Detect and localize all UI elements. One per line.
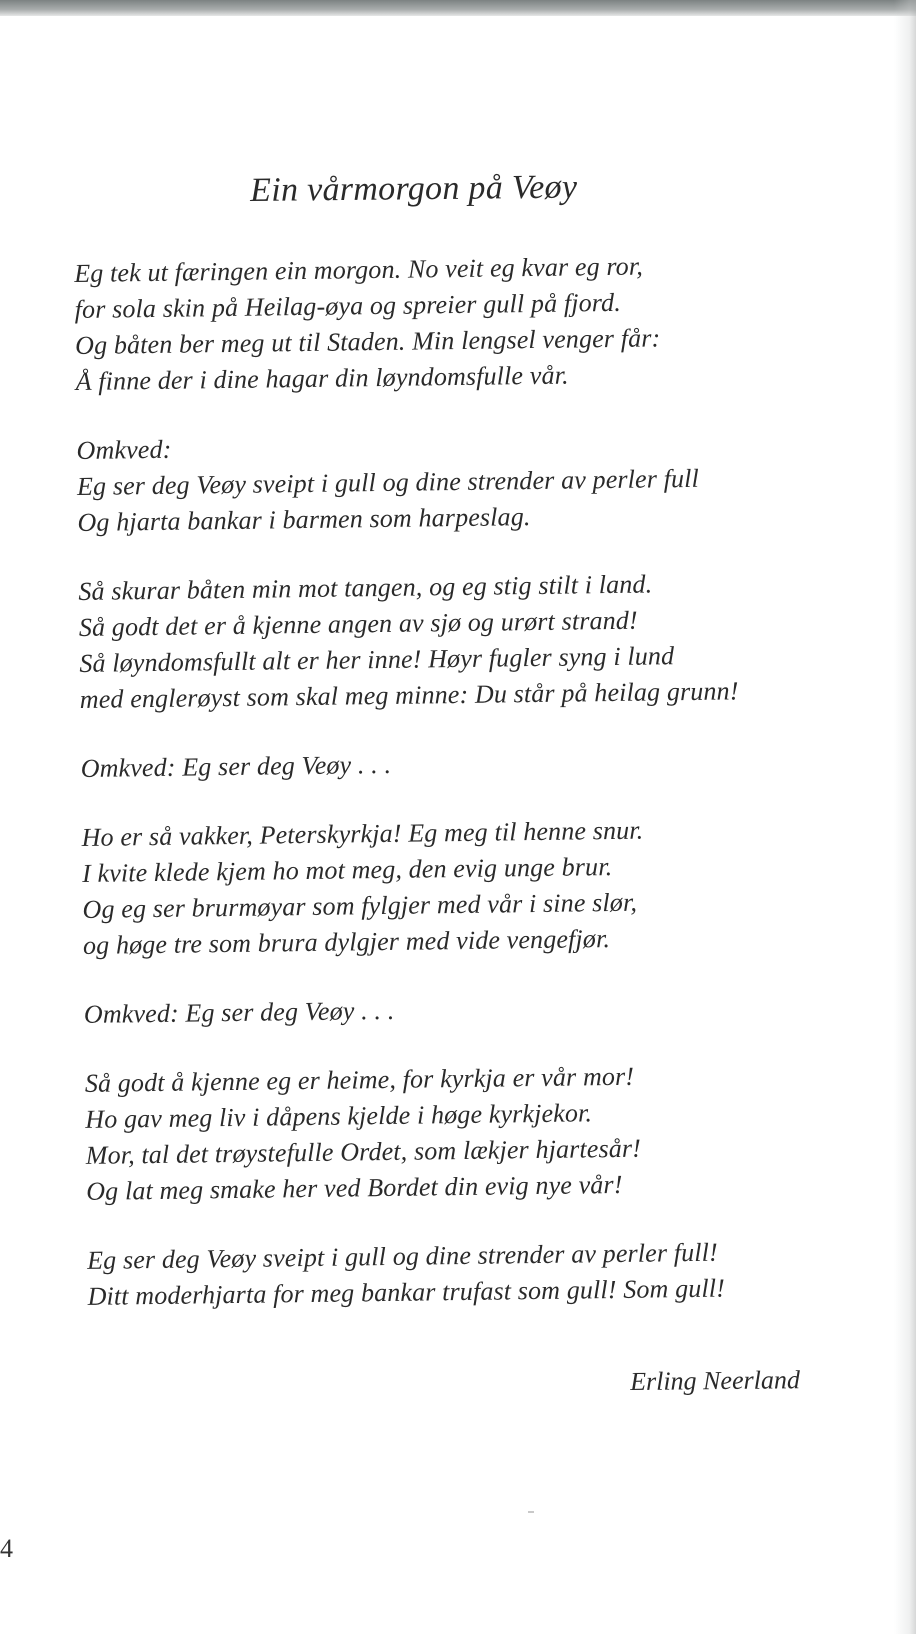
refrain-line: Omkved: Eg ser deg Veøy . . . bbox=[80, 749, 392, 783]
poem-line: Eg ser deg Veøy sveipt i gull og dine strender av perler full! bbox=[86, 1237, 719, 1275]
poem-body bbox=[74, 246, 888, 1348]
poem-line: Å finne der i dine hagar din løyndomsfulle vår. bbox=[75, 360, 569, 396]
poem-line: med englerøyst som skal meg minne: Du står på heilag grunn! bbox=[79, 676, 739, 714]
refrain-3 bbox=[84, 986, 884, 1032]
poem-line: Ho er så vakker, Peterskyrkja! Eg meg til henne snur. bbox=[81, 815, 644, 852]
stanza-2 bbox=[78, 564, 880, 718]
poem-line: Og lat meg smake her ved Bordet din evig nye vår! bbox=[86, 1169, 623, 1206]
poem-line: Ditt moderhjarta for meg bankar trufast som gull! Som gull! bbox=[87, 1273, 726, 1311]
poem-line: Og eg ser brurmøyar som fylgjer med vår i sine slør, bbox=[82, 887, 638, 924]
poem-line: Så løyndomsfullt alt er her inne! Høyr fugler syng i lund bbox=[79, 641, 675, 678]
poem-line: Eg ser deg Veøy sveipt i gull og dine strender av perler full bbox=[76, 463, 700, 501]
closing-refrain bbox=[87, 1232, 888, 1314]
poem-line: Så skurar båten min mot tangen, og eg stig stilt i land. bbox=[78, 569, 653, 606]
poem-line: Ho gav meg liv i dåpens kjelde i høge kyrkjekor. bbox=[85, 1098, 593, 1134]
poem-line: Og hjarta bankar i barmen som harpeslag. bbox=[77, 502, 531, 537]
refrain-line: Omkved: Eg ser deg Veøy . . . bbox=[83, 995, 395, 1029]
poem-line: Så godt det er å kjenne angen av sjø og urørt strand! bbox=[78, 605, 638, 642]
poem-line: Mor, tal det trøystefulle Ordet, som lækjer hjartesår! bbox=[85, 1133, 642, 1170]
stanza-4 bbox=[85, 1055, 887, 1209]
refrain-heading: Omkved: bbox=[76, 434, 172, 465]
scan-speck bbox=[528, 1511, 534, 1513]
poem-line: I kvite klede kjem ho mot meg, den evig unge brur. bbox=[81, 852, 613, 888]
refrain-2 bbox=[80, 740, 880, 786]
author-signature: Erling Neerland bbox=[630, 1365, 801, 1396]
stanza-1 bbox=[74, 246, 876, 400]
poem-line: Så godt å kjenne eg er heime, for kyrkja er vår mor! bbox=[84, 1061, 635, 1098]
poem-title: Ein vårmorgon på Veøy bbox=[250, 168, 578, 209]
poem-line: for sola skin på Heilag-øya og spreier gull på fjord. bbox=[74, 287, 622, 324]
stanza-3 bbox=[81, 809, 883, 963]
poem-line: Og båten ber meg ut til Staden. Min lengsel venger får: bbox=[74, 323, 661, 360]
refrain-1 bbox=[76, 423, 877, 541]
poem-line: Eg tek ut færingen ein morgon. No veit eg kvar eg ror, bbox=[74, 251, 644, 288]
poem-line: og høge tre som brura dylgjer med vide vengefjør. bbox=[82, 924, 611, 960]
page-number: 4 bbox=[0, 1534, 13, 1563]
